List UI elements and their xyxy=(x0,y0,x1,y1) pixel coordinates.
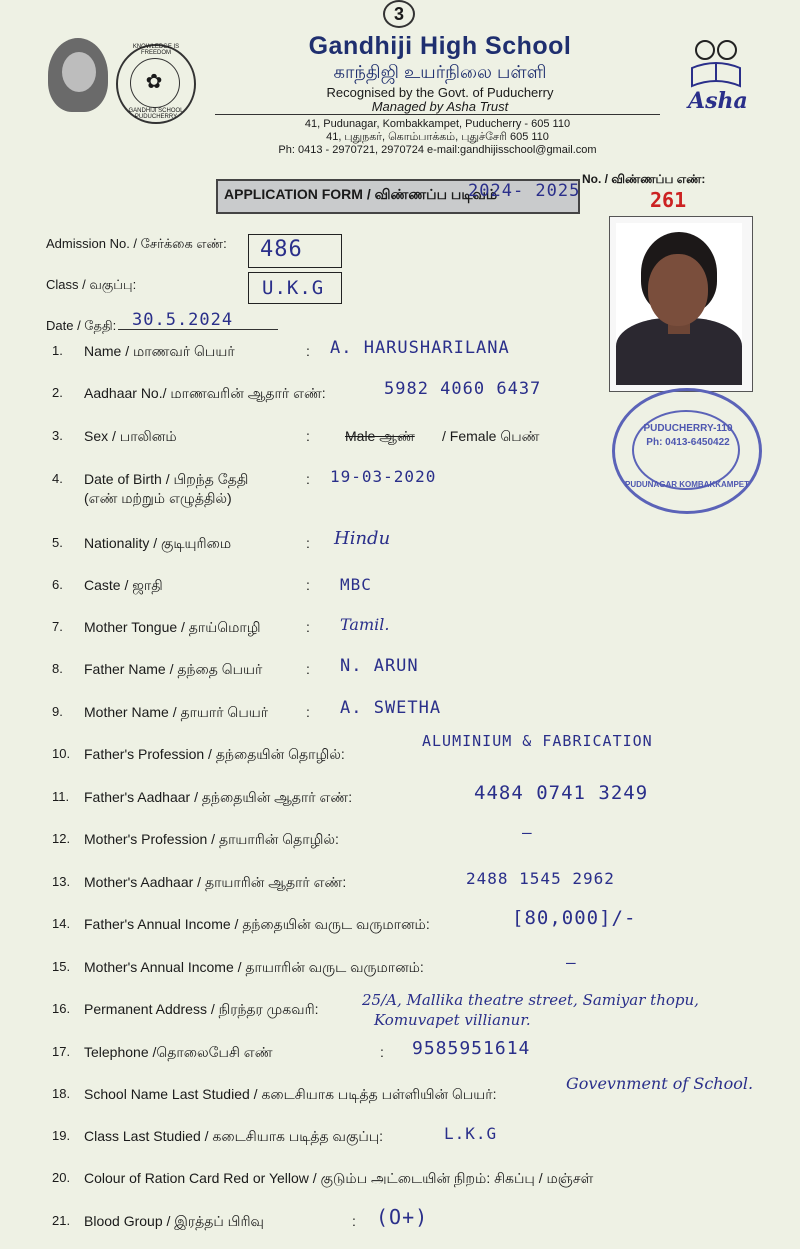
field-row-nationality: 5. Nationality / குடியுரிமை : Hindu xyxy=(0,535,800,559)
telephone-value[interactable]: 9585951614 xyxy=(412,1038,531,1059)
field-row-mother-name: 9. Mother Name / தாயார் பெயர் : A. SWETHA xyxy=(0,704,800,728)
field-row-ration-card xyxy=(0,1170,800,1194)
field-label: Father's Annual Income / தந்தையின் வருட வருமானம்: xyxy=(84,916,430,932)
caste-value[interactable]: MBC xyxy=(340,575,372,594)
field-row-address xyxy=(0,991,800,1029)
father-aadhaar-value[interactable]: 4484 0741 3249 xyxy=(474,782,649,804)
field-row-last-class xyxy=(0,1124,800,1152)
field-number: 1. xyxy=(52,343,63,358)
field-label: Father's Aadhaar / தந்தையின் ஆதார் எண்: xyxy=(84,789,353,805)
field-label: Mother Tongue / தாய்மொழி xyxy=(84,619,261,635)
field-row-mother-aadhaar xyxy=(0,869,800,898)
recognition-line: Recognised by the Govt. of Puducherry xyxy=(326,85,554,100)
admission-number-label: Admission No. / சேர்க்கை எண்: xyxy=(46,236,227,251)
field-label: Father Name / தந்தை பெயர் xyxy=(84,661,263,677)
student-name-value[interactable]: A. HARUSHARILANA xyxy=(330,338,510,358)
field-number: 21. xyxy=(52,1213,71,1228)
field-label: Aadhaar No./ மாணவரின் ஆதார் எண்: xyxy=(84,385,326,401)
field-label: Nationality / குடியுரிமை xyxy=(84,535,232,551)
field-number: 20. xyxy=(52,1170,71,1185)
mother-income-value[interactable]: — xyxy=(566,953,577,972)
father-income-value[interactable]: [80,000]/- xyxy=(512,907,637,929)
field-number: 11. xyxy=(52,789,70,804)
mother-tongue-value[interactable]: Tamil. xyxy=(340,615,390,634)
admission-number-value: 486 xyxy=(260,237,303,262)
field-label: Caste / ஜாதி xyxy=(84,577,163,593)
stamp-line-2: Ph: 0413-6450422 xyxy=(646,437,730,448)
address-line-1-value[interactable]: 25/A, Mallika theatre street, Samiyar thopu, xyxy=(362,991,699,1009)
field-label: Father's Profession / தந்தையின் தொழில்: xyxy=(84,746,345,762)
field-row-blood-group: 21. Blood Group / இரத்தப் பிரிவு : (O+) xyxy=(0,1213,800,1237)
application-number: 261 xyxy=(650,188,687,212)
field-number: 7. xyxy=(52,619,63,634)
mother-aadhaar-value[interactable]: 2488 1545 2962 xyxy=(466,869,615,888)
school-name: Gandhiji High School xyxy=(308,32,572,60)
stamp-line-3: PUDUNAGAR KOMBAKKAMPET xyxy=(625,480,749,489)
header-divider xyxy=(215,114,660,115)
last-class-value[interactable]: L.K.G xyxy=(444,1124,498,1143)
student-aadhaar-value[interactable]: 5982 4060 6437 xyxy=(384,379,542,399)
field-number: 10. xyxy=(52,746,71,761)
field-label: Mother's Profession / தாயாரின் தொழில்: xyxy=(84,831,339,847)
field-row-caste: 6. Caste / ஜாதி : MBC xyxy=(52,575,372,594)
field-number: 3. xyxy=(52,428,63,443)
dob-value[interactable]: 19-03-2020 xyxy=(330,467,437,486)
photo-face xyxy=(648,254,708,326)
application-number-label: No. / விண்ணப்ப எண்: xyxy=(582,172,706,186)
mother-profession-value[interactable]: — xyxy=(522,823,533,842)
field-label: Name / மாணவர் பெயர் xyxy=(84,343,235,359)
field-number: 9. xyxy=(52,704,63,719)
field-label: Blood Group / இரத்தப் பிரிவு xyxy=(84,1213,264,1229)
form-academic-year: 2024- 2025 xyxy=(468,181,581,201)
father-profession-value[interactable]: ALUMINIUM & FABRICATION xyxy=(422,732,653,750)
emblem-text-top: KNOWLEDGE IS FREEDOM xyxy=(132,44,180,56)
field-number: 13. xyxy=(52,874,71,889)
field-label: Permanent Address / நிரந்தர முகவரி: xyxy=(84,1001,319,1017)
address-tamil: 41, புதுநகர், கொம்பாக்கம், புதுச்சேரி 605 110 xyxy=(326,131,549,143)
field-label: Colour of Ration Card Red or Yellow / குடும்ப அட்டையின் நிறம்: சிகப்பு / மஞ்சள் xyxy=(84,1170,594,1186)
field-row-name: 1. Name / மாணவர் பெயர் : A. HARUSHARILANA xyxy=(0,343,800,367)
field-number: 5. xyxy=(52,535,63,550)
address-line-2-value[interactable]: Komuvapet villianur. xyxy=(374,1011,531,1029)
father-name-value[interactable]: N. ARUN xyxy=(340,656,419,676)
mother-name-value[interactable]: A. SWETHA xyxy=(340,698,442,718)
last-school-value[interactable]: Govevnment of School. xyxy=(566,1074,754,1093)
field-row-mother-income xyxy=(0,953,800,983)
field-row-father-income xyxy=(0,907,800,940)
field-row-sex: 3. Sex / பாலினம் : Male ஆண் / Female பெண் xyxy=(0,428,800,452)
field-row-dob: 4. Date of Birth / பிறந்த தேதி (எண் மற்றும் எழுத்தில்) : 19-03-2020 xyxy=(0,471,800,495)
field-sublabel: (எண் மற்றும் எழுத்தில்) xyxy=(84,490,232,506)
contact-line: Ph: 0413 - 2970721, 2970724 e-mail:gandhijisschool@gmail.com xyxy=(278,144,597,156)
field-label: Class Last Studied / கடைசியாக படித்த வகுப்பு: xyxy=(84,1128,384,1144)
field-row-mother-tongue: 7. Mother Tongue / தாய்மொழி : Tamil. xyxy=(0,619,800,643)
managed-by-line: Managed by Asha Trust xyxy=(371,99,509,114)
page-number: 3 xyxy=(383,0,415,28)
date-value: 30.5.2024 xyxy=(132,310,234,330)
emblem-text-bottom: GANDHIJI SCHOOL PUDUCHERRY xyxy=(128,108,184,120)
field-label: School Name Last Studied / கடைசியாக படித்த பள்ளியின் பெயர்: xyxy=(84,1086,497,1102)
field-label: Telephone /தொலைபேசி எண் xyxy=(84,1044,273,1060)
school-name-tamil: காந்திஜி உயர்நிலை பள்ளி xyxy=(333,62,547,82)
gandhi-face xyxy=(62,52,96,92)
field-number: 4. xyxy=(52,471,63,486)
field-label: Sex / பாலினம் xyxy=(84,428,177,444)
sex-option-male[interactable]: Male ஆண் xyxy=(345,428,415,444)
address-english: 41, Pudunagar, Kombakkampet, Puducherry - 605 110 xyxy=(304,118,571,130)
field-number: 15. xyxy=(52,959,71,974)
class-value: U.K.G xyxy=(262,277,325,299)
field-row-father-profession xyxy=(0,732,800,770)
field-number: 16. xyxy=(52,1001,71,1016)
field-number: 8. xyxy=(52,661,63,676)
field-label: Mother Name / தாயார் பெயர் xyxy=(84,704,269,720)
field-row-telephone: 17. Telephone /தொலைபேசி எண் : 9585951614 xyxy=(0,1044,800,1068)
stamp-line-1: PUDUCHERRY-110 xyxy=(643,423,733,434)
field-label: Date of Birth / பிறந்த தேதி xyxy=(84,471,249,487)
field-row-last-school xyxy=(0,1074,800,1110)
class-label: Class / வகுப்பு: xyxy=(46,277,137,292)
field-row-mother-profession xyxy=(0,823,800,855)
field-number: 19. xyxy=(52,1128,71,1143)
lotus-icon: ✿ xyxy=(145,71,163,93)
field-label: Mother's Annual Income / தாயாரின் வருட வருமானம்: xyxy=(84,959,424,975)
sex-option-female[interactable]: / Female பெண் xyxy=(442,428,540,444)
date-label: Date / தேதி: xyxy=(46,318,117,333)
field-number: 2. xyxy=(52,385,63,400)
field-label: Mother's Aadhaar / தாயாரின் ஆதார் எண்: xyxy=(84,874,347,890)
field-number: 18. xyxy=(52,1086,71,1101)
form-title: APPLICATION FORM / விண்ணப்ப படிவம் xyxy=(224,186,498,202)
field-number: 17. xyxy=(52,1044,71,1059)
asha-brand-text: Asha xyxy=(688,88,748,114)
nationality-value[interactable]: Hindu xyxy=(334,528,391,549)
field-row-father-aadhaar xyxy=(0,782,800,813)
field-number: 6. xyxy=(52,577,63,592)
field-number: 12. xyxy=(52,831,71,846)
field-row-father-name: 8. Father Name / தந்தை பெயர் : N. ARUN xyxy=(0,661,800,685)
asha-trust-logo-icon xyxy=(688,36,744,88)
field-number: 14. xyxy=(52,916,71,931)
blood-group-value[interactable]: (O+) xyxy=(376,1205,429,1229)
field-row-aadhaar xyxy=(0,379,800,409)
